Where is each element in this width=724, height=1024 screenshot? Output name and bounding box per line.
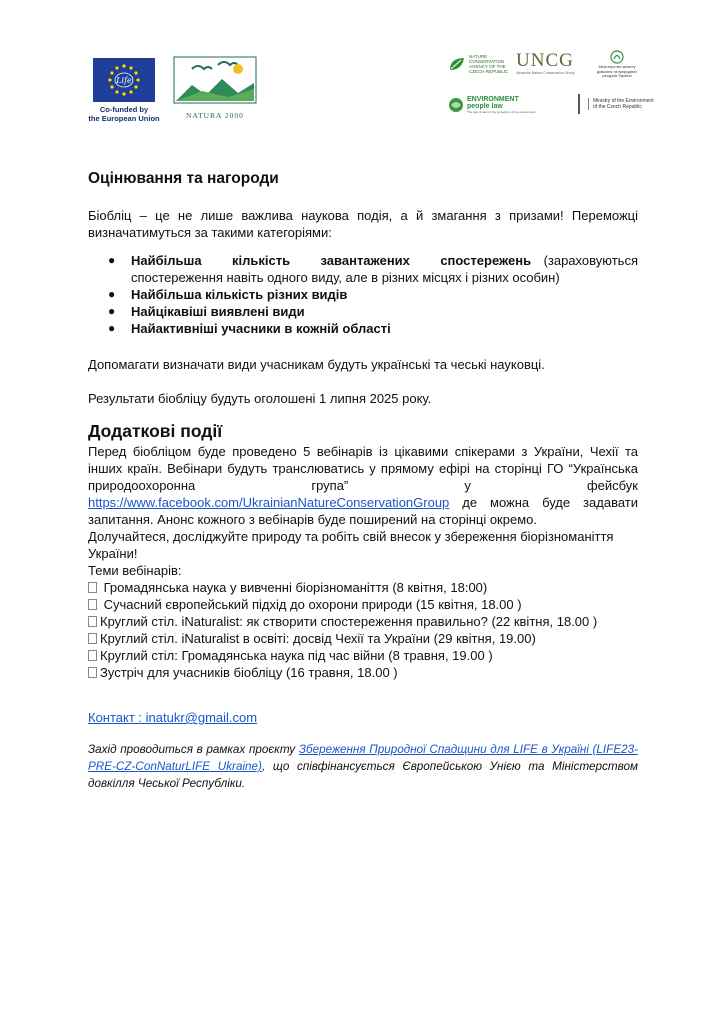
- ministry-ua-text: Міністерство захисту довкілля та природних ресурсів України: [596, 65, 637, 78]
- eu-caption: [88, 105, 160, 123]
- uncg-wordmark: UNCG: [516, 50, 574, 71]
- environment-people-law-logo: [448, 96, 536, 114]
- leaf-icon: [448, 56, 466, 72]
- ministry-cz-logo: [577, 94, 654, 114]
- webinars-list: [88, 579, 638, 681]
- results-text: Результати біобліцу будуть оголошені 1 липня 2025 року.: [88, 391, 432, 406]
- ministry-cz-line2: of the Czech Republic: [593, 104, 642, 110]
- checkbox-icon: [88, 599, 97, 610]
- section-title-evaluation: Оцінювання та нагороди: [88, 170, 279, 187]
- checkbox-icon: [88, 616, 97, 627]
- checkbox-icon: [88, 667, 97, 678]
- list-item: [88, 596, 638, 613]
- events-text: Перед біобліцом буде проведено 5 вебінарів із цікавими спікерами з України, Чехії та інших країн. Вебінари будуть транслюватись у прямому ефірі на сторінці ГО “Українська природоохоронна група” у фейсбук: [88, 444, 638, 493]
- globe-leaf-icon: [448, 97, 464, 113]
- webinar-title: Сучасний європейський підхід до охорони природи (15 квітня, 18.00 ): [100, 597, 522, 612]
- list-item: [88, 664, 638, 681]
- category-label: Найбільша кількість різних видів: [131, 287, 348, 302]
- ministry-bar-icon: [577, 94, 585, 114]
- ministry-cz-line1: Ministry of the Environment: [593, 98, 654, 104]
- list-item: [88, 252, 638, 286]
- list-item: [88, 303, 638, 320]
- contact-email-link[interactable]: Контакт : inatukr@gmail.com: [88, 710, 258, 725]
- facebook-link[interactable]: https://www.facebook.com/UkrainianNatureConservationGroup: [88, 495, 450, 510]
- eu-flag-icon: [93, 58, 155, 102]
- footer-text: Захід проводиться в рамках проєкту: [88, 743, 299, 756]
- project-footer: [88, 741, 638, 792]
- eu-stars-icon: [93, 58, 155, 102]
- list-item: [88, 647, 638, 664]
- category-label: Найактивніші учасники в кожній області: [131, 321, 391, 336]
- call-to-action: Долучайтеся, досліджуйте природу та робіть свій внесок у збереження біорізноманіття України!: [88, 529, 614, 561]
- natura-caption: NATURA 2000: [186, 111, 244, 120]
- life-wordmark: Life: [116, 76, 132, 85]
- eu-cofunded-logo: [88, 58, 160, 123]
- list-item: [88, 630, 638, 647]
- epl-title-line2: people law: [467, 103, 503, 110]
- nature-agency-logo: [448, 54, 513, 74]
- webinar-title: Громадянська наука у вивченні біорізноманіття (8 квітня, 18:00): [100, 580, 488, 595]
- list-item: [88, 286, 638, 303]
- checkbox-icon: [88, 582, 97, 593]
- webinar-title: Круглий стіл: Громадянська наука під час війни (8 травня, 19.00 ): [100, 648, 493, 663]
- bullet-icon: ●: [108, 253, 116, 267]
- natura-birds-icon: [172, 55, 258, 105]
- list-item: [88, 320, 638, 337]
- eu-caption-line1: Co-funded by: [99, 105, 149, 114]
- webinars-label: Теми вебінарів:: [88, 563, 182, 578]
- events-paragraph: [88, 443, 638, 528]
- section-title-events: Додаткові події: [88, 421, 223, 441]
- category-label: Найбільша кількість завантажених спостережень: [131, 253, 532, 268]
- webinar-title: Круглий стіл. iNaturalist: як створити спостереження правильно? (22 квітня, 18.00 ): [100, 614, 598, 629]
- evaluation-intro: Біобліц – це не лише важлива наукова подія, а й змагання з призами! Переможці визначатимуться за такими категоріями:: [88, 208, 638, 240]
- eu-caption-line2: the European Union: [88, 114, 160, 123]
- category-label: Найцікавіші виявлені види: [131, 304, 305, 319]
- bullet-icon: ●: [108, 287, 116, 301]
- contact: [88, 709, 638, 726]
- webinar-title: Круглий стіл. iNaturalist в освіті: досвід Чехії та України (29 квітня, 19.00): [100, 631, 536, 646]
- ministry-ua-logo: [596, 50, 638, 79]
- uncg-logo: [516, 52, 575, 75]
- webinar-title: Зустріч для учасників біобліцу (16 травня, 18.00 ): [100, 665, 398, 680]
- bullet-icon: ●: [108, 321, 116, 335]
- ministry-cz-text: [588, 98, 654, 110]
- project-link[interactable]: Збереження Природної Спадщини для LIFE в Україні (LIFE23-PRE-CZ-ConNaturLIFE Ukraine): [88, 743, 639, 773]
- category-note: (зараховуються спостереження навіть одного виду, але в різних місцях і різних особин): [131, 253, 638, 285]
- events-text-end: де можна буде задавати запитання. Анонс кожного з вебінарів буде поширений на сторінці окремо.: [88, 495, 638, 527]
- ministry-emblem-icon: [610, 50, 624, 64]
- uncg-subtitle: Ukrainian Nature Conservation Group: [516, 71, 575, 75]
- list-item: [88, 613, 638, 630]
- bullet-icon: ●: [108, 304, 116, 318]
- checkbox-icon: [88, 650, 97, 661]
- epl-subtitle: The rule of law for the protection of the environment: [467, 110, 536, 114]
- checkbox-icon: [88, 633, 97, 644]
- help-text: Допомагати визначати види учасникам будуть українські та чеські науковці.: [88, 357, 545, 372]
- nature-agency-text: NATURE CONSERVATION AGENCY OF THE CZECH REPUBLIC: [469, 54, 509, 74]
- list-item: [88, 579, 638, 596]
- natura-2000-logo: [172, 55, 258, 120]
- categories-list: [88, 252, 638, 337]
- footer-text-end: , що співфінансується Європейською Унією та Міністерством довкілля Чеської Республіки.: [88, 760, 638, 790]
- epl-title-line1: ENVIRONMENT: [467, 96, 519, 103]
